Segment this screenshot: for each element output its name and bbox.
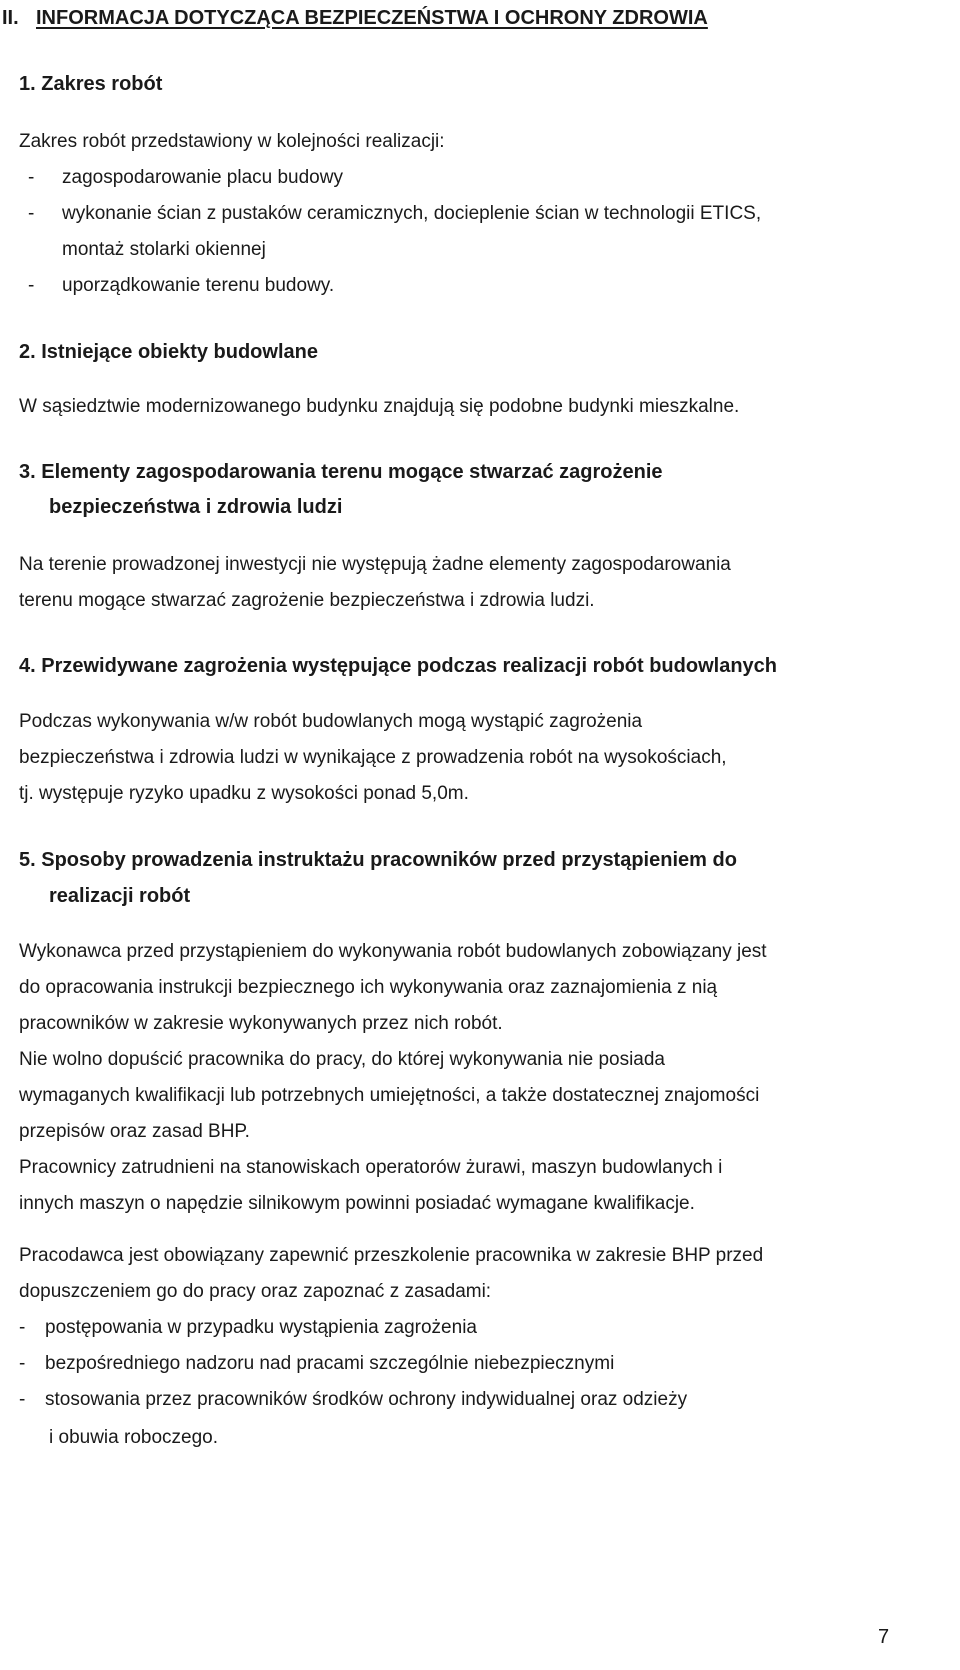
body-text-line: bezpieczeństwa i zdrowia ludzi w wynikające z prowadzenia robót na wysokościach,	[19, 747, 727, 768]
bullet-dash: -	[19, 1353, 26, 1374]
body-text-line: tj. występuje ryzyko upadku z wysokości ponad 5,0m.	[19, 783, 469, 804]
body-text-line: do opracowania instrukcji bezpiecznego ich wykonywania oraz zaznajomienia z nią	[19, 977, 718, 998]
body-text-line: Pracownicy zatrudnieni na stanowiskach operatorów żurawi, maszyn budowlanych i	[19, 1157, 723, 1178]
section-4-heading: 4. Przewidywane zagrożenia występujące podczas realizacji robót budowlanych	[19, 655, 777, 677]
section-1-intro: Zakres robót przedstawiony w kolejności realizacji:	[19, 131, 445, 152]
body-text-line: Na terenie prowadzonej inwestycji nie występują żadne elementy zagospodarowania	[19, 554, 731, 575]
body-text-line: Nie wolno dopuścić pracownika do pracy, do której wykonywania nie posiada	[19, 1049, 665, 1070]
section-2-heading: 2. Istniejące obiekty budowlane	[19, 341, 318, 363]
body-text-line: pracowników w zakresie wykonywanych przez nich robót.	[19, 1013, 503, 1034]
list-item: zagospodarowanie placu budowy	[62, 167, 343, 188]
list-item-continuation: i obuwia roboczego.	[49, 1427, 218, 1448]
body-text-line: wymaganych kwalifikacji lub potrzebnych umiejętności, a także dostatecznej znajomości	[19, 1085, 760, 1106]
body-text-line: Podczas wykonywania w/w robót budowlanych mogą wystąpić zagrożenia	[19, 711, 643, 732]
list-item: wykonanie ścian z pustaków ceramicznych, docieplenie ścian w technologii ETICS,	[62, 203, 762, 224]
body-text-line: terenu mogące stwarzać zagrożenie bezpieczeństwa i zdrowia ludzi.	[19, 590, 595, 611]
body-text-line: Wykonawca przed przystąpieniem do wykonywania robót budowlanych zobowiązany jest	[19, 941, 767, 962]
bullet-dash: -	[19, 1317, 26, 1338]
list-item: stosowania przez pracowników środków ochrony indywidualnej oraz odzieży	[45, 1389, 688, 1410]
section-3-heading-continuation: bezpieczeństwa i zdrowia ludzi	[49, 496, 343, 518]
body-text-line: Pracodawca jest obowiązany zapewnić przeszkolenie pracownika w zakresie BHP przed	[19, 1245, 764, 1266]
bullet-dash: -	[28, 203, 35, 224]
chapter-title-text: INFORMACJA DOTYCZĄCA BEZPIECZEŃSTWA I OCHRONY ZDROWIA	[36, 7, 708, 29]
list-item: uporządkowanie terenu budowy.	[62, 275, 335, 296]
section-5-heading-continuation: realizacji robót	[49, 885, 191, 907]
bullet-dash: -	[28, 167, 35, 188]
list-item: postępowania w przypadku wystąpienia zagrożenia	[45, 1317, 477, 1338]
body-text-line: innych maszyn o napędzie silnikowym powinni posiadać wymagane kwalifikacje.	[19, 1193, 695, 1214]
body-text-line: przepisów oraz zasad BHP.	[19, 1121, 250, 1142]
bullet-dash: -	[28, 275, 35, 296]
chapter-number: II.	[2, 7, 19, 29]
section-1-heading: 1. Zakres robót	[19, 73, 163, 95]
section-3-heading: 3. Elementy zagospodarowania terenu mogące stwarzać zagrożenie	[19, 461, 663, 483]
section-5-heading: 5. Sposoby prowadzenia instruktażu pracowników przed przystąpieniem do	[19, 849, 737, 871]
list-item-continuation: montaż stolarki okiennej	[62, 239, 266, 260]
page-number: 7	[878, 1626, 890, 1648]
bullet-dash: -	[19, 1389, 26, 1410]
body-text-line: dopuszczeniem go do pracy oraz zapoznać z zasadami:	[19, 1281, 492, 1302]
body-text-line: W sąsiedztwie modernizowanego budynku znajdują się podobne budynki mieszkalne.	[19, 396, 740, 417]
list-item: bezpośredniego nadzoru nad pracami szczególnie niebezpiecznymi	[45, 1353, 615, 1374]
